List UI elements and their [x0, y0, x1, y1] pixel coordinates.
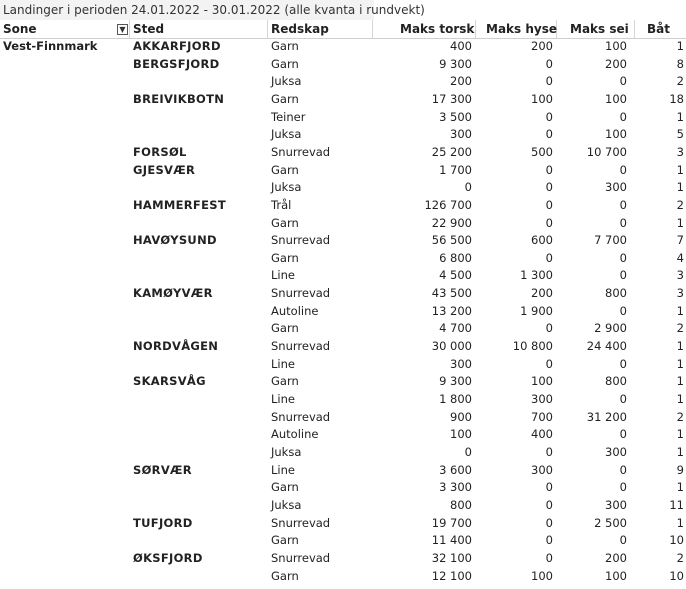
maks-sei-cell: 200 — [605, 550, 627, 565]
maks-sei-cell: 0 — [619, 268, 627, 283]
redskap-cell: Snurrevad — [271, 233, 331, 248]
maks-torsk-cell: 3 300 — [439, 480, 472, 495]
maks-sei-cell: 2 500 — [594, 515, 627, 530]
bat-cell: 2 — [676, 550, 684, 565]
header-sone[interactable]: Sone — [3, 22, 37, 36]
maks-torsk-cell: 9 300 — [439, 374, 472, 389]
maks-sei-cell: 0 — [619, 303, 627, 318]
bat-cell: 2 — [676, 409, 684, 424]
maks-sei-cell: 100 — [605, 568, 627, 583]
redskap-cell: Line — [271, 462, 295, 477]
sted-cell: TUFJORD — [133, 515, 193, 530]
maks-sei-cell: 0 — [619, 215, 627, 230]
maks-hyse-cell: 500 — [531, 144, 553, 159]
bat-cell: 7 — [676, 233, 684, 248]
maks-hyse-cell: 100 — [531, 91, 553, 106]
bat-cell: 1 — [676, 392, 684, 406]
maks-sei-cell: 31 200 — [586, 409, 627, 424]
maks-sei-cell: 0 — [619, 462, 627, 477]
maks-sei-cell: 0 — [619, 74, 627, 89]
maks-hyse-cell: 0 — [545, 250, 553, 265]
sted-cell: BREIVIKBOTN — [133, 91, 225, 106]
maks-sei-cell: 0 — [619, 392, 627, 406]
sted-cell: NORDVÅGEN — [133, 339, 219, 354]
sted-cell: AKKARFJORD — [133, 39, 221, 53]
maks-hyse-cell: 1 300 — [520, 268, 553, 283]
maks-torsk-cell: 0 — [464, 444, 472, 459]
maks-sei-cell: 7 700 — [594, 233, 627, 248]
maks-sei-cell: 300 — [605, 444, 627, 459]
maks-sei-cell: 200 — [605, 56, 627, 71]
redskap-cell: Garn — [271, 374, 299, 389]
maks-hyse-cell: 700 — [531, 409, 553, 424]
header-maks-torsk[interactable]: Maks torsk — [400, 22, 475, 36]
redskap-cell: Snurrevad — [271, 339, 331, 354]
sted-cell: SKARSVÅG — [133, 374, 206, 389]
redskap-cell: Juksa — [271, 497, 302, 512]
maks-torsk-cell: 19 700 — [431, 515, 472, 530]
sted-cell: ØKSFJORD — [133, 550, 203, 565]
maks-hyse-cell: 10 800 — [512, 339, 553, 354]
maks-hyse-cell: 0 — [545, 197, 553, 212]
maks-torsk-cell: 6 800 — [439, 250, 472, 265]
redskap-cell: Garn — [271, 480, 299, 495]
maks-sei-cell: 0 — [619, 162, 627, 177]
sted-cell: BERGSFJORD — [133, 56, 220, 71]
redskap-cell: Line — [271, 356, 295, 371]
redskap-cell: Snurrevad — [271, 286, 331, 301]
maks-torsk-cell: 300 — [450, 356, 472, 371]
column-divider — [267, 20, 268, 38]
maks-hyse-cell: 0 — [545, 356, 553, 371]
maks-torsk-cell: 25 200 — [431, 144, 472, 159]
landings-table — [0, 20, 686, 589]
maks-hyse-cell: 0 — [545, 550, 553, 565]
report-title: Landinger i perioden 24.01.2022 - 30.01.2022 (alle kvanta i rundvekt) — [3, 3, 425, 17]
column-divider — [372, 20, 373, 38]
maks-torsk-cell: 11 400 — [431, 533, 472, 548]
bat-cell: 2 — [676, 321, 684, 336]
bat-cell: 10 — [669, 568, 684, 583]
maks-sei-cell: 300 — [605, 497, 627, 512]
bat-cell: 1 — [676, 515, 684, 530]
maks-torsk-cell: 900 — [450, 409, 472, 424]
redskap-cell: Snurrevad — [271, 550, 331, 565]
maks-hyse-cell: 0 — [545, 215, 553, 230]
header-sted[interactable]: Sted — [133, 22, 165, 36]
header-maks-hyse[interactable]: Maks hyse — [486, 22, 557, 36]
header-maks-sei[interactable]: Maks sei — [570, 22, 629, 36]
maks-hyse-cell: 0 — [545, 74, 553, 89]
maks-sei-cell: 100 — [605, 39, 627, 53]
column-divider — [475, 20, 476, 38]
filter-icon[interactable]: ▼ — [117, 24, 128, 35]
bat-cell: 8 — [676, 56, 684, 71]
maks-hyse-cell: 0 — [545, 109, 553, 124]
bat-cell: 1 — [676, 162, 684, 177]
maks-torsk-cell: 126 700 — [424, 197, 472, 212]
maks-hyse-cell: 0 — [545, 180, 553, 195]
redskap-cell: Garn — [271, 250, 299, 265]
redskap-cell: Garn — [271, 91, 299, 106]
maks-torsk-cell: 3 500 — [439, 109, 472, 124]
bat-cell: 2 — [676, 197, 684, 212]
bat-cell: 1 — [676, 180, 684, 195]
sted-cell: SØRVÆR — [133, 462, 192, 477]
redskap-cell: Juksa — [271, 180, 302, 195]
maks-hyse-cell: 0 — [545, 321, 553, 336]
redskap-cell: Line — [271, 268, 295, 283]
maks-sei-cell: 2 900 — [594, 321, 627, 336]
bat-cell: 10 — [669, 533, 684, 548]
sted-cell: KAMØYVÆR — [133, 286, 213, 301]
maks-sei-cell: 0 — [619, 197, 627, 212]
redskap-cell: Garn — [271, 56, 299, 71]
maks-torsk-cell: 12 100 — [431, 568, 472, 583]
maks-torsk-cell: 22 900 — [431, 215, 472, 230]
sone-label: Vest-Finnmark — [3, 39, 98, 53]
maks-torsk-cell: 200 — [450, 74, 472, 89]
maks-hyse-cell: 0 — [545, 533, 553, 548]
bat-cell: 1 — [676, 303, 684, 318]
maks-torsk-cell: 3 600 — [439, 462, 472, 477]
sted-cell: FORSØL — [133, 144, 187, 159]
maks-sei-cell: 800 — [605, 286, 627, 301]
bat-cell: 1 — [676, 109, 684, 124]
maks-hyse-cell: 0 — [545, 162, 553, 177]
redskap-cell: Garn — [271, 39, 299, 53]
maks-hyse-cell: 600 — [531, 233, 553, 248]
maks-torsk-cell: 32 100 — [431, 550, 472, 565]
bat-cell: 5 — [676, 127, 684, 142]
maks-hyse-cell: 400 — [531, 427, 553, 442]
maks-torsk-cell: 300 — [450, 127, 472, 142]
bat-cell: 1 — [676, 374, 684, 389]
maks-torsk-cell: 9 300 — [439, 56, 472, 71]
bat-cell: 9 — [676, 462, 684, 477]
maks-sei-cell: 10 700 — [586, 144, 627, 159]
redskap-cell: Garn — [271, 162, 299, 177]
bat-cell: 4 — [676, 250, 684, 265]
redskap-cell: Garn — [271, 568, 299, 583]
redskap-cell: Autoline — [271, 427, 319, 442]
maks-hyse-cell: 0 — [545, 480, 553, 495]
maks-hyse-cell: 0 — [545, 444, 553, 459]
header-bat[interactable]: Båt — [647, 22, 670, 36]
sted-cell: GJESVÆR — [133, 162, 196, 177]
maks-hyse-cell: 300 — [531, 462, 553, 477]
column-divider — [634, 20, 635, 38]
maks-sei-cell: 0 — [619, 356, 627, 371]
maks-sei-cell: 0 — [619, 250, 627, 265]
maks-hyse-cell: 100 — [531, 374, 553, 389]
bat-cell: 1 — [676, 444, 684, 459]
maks-sei-cell: 300 — [605, 180, 627, 195]
redskap-cell: Snurrevad — [271, 409, 331, 424]
maks-hyse-cell: 200 — [531, 286, 553, 301]
maks-sei-cell: 100 — [605, 91, 627, 106]
maks-torsk-cell: 43 500 — [431, 286, 472, 301]
maks-hyse-cell: 0 — [545, 497, 553, 512]
maks-sei-cell: 100 — [605, 127, 627, 142]
maks-sei-cell: 800 — [605, 374, 627, 389]
bat-cell: 11 — [669, 497, 684, 512]
maks-hyse-cell: 100 — [531, 568, 553, 583]
bat-cell: 1 — [676, 480, 684, 495]
redskap-cell: Juksa — [271, 127, 302, 142]
bat-cell: 3 — [676, 144, 684, 159]
redskap-cell: Garn — [271, 533, 299, 548]
bat-cell: 1 — [676, 39, 684, 53]
bat-cell: 1 — [676, 356, 684, 371]
redskap-cell: Trål — [271, 197, 292, 212]
column-divider — [129, 20, 130, 38]
maks-torsk-cell: 4 700 — [439, 321, 472, 336]
maks-hyse-cell: 0 — [545, 515, 553, 530]
header-redskap[interactable]: Redskap — [271, 22, 329, 36]
bat-cell: 3 — [676, 286, 684, 301]
maks-hyse-cell: 0 — [545, 127, 553, 142]
redskap-cell: Snurrevad — [271, 515, 331, 530]
maks-sei-cell: 0 — [619, 427, 627, 442]
sted-cell: HAVØYSUND — [133, 233, 217, 248]
redskap-cell: Garn — [271, 215, 299, 230]
bat-cell: 1 — [676, 339, 684, 354]
maks-torsk-cell: 30 000 — [431, 339, 472, 354]
bat-cell: 18 — [669, 91, 684, 106]
maks-torsk-cell: 1 800 — [439, 392, 472, 406]
redskap-cell: Autoline — [271, 303, 319, 318]
bat-cell: 1 — [676, 427, 684, 442]
maks-sei-cell: 0 — [619, 533, 627, 548]
maks-sei-cell: 24 400 — [586, 339, 627, 354]
sted-cell: HAMMERFEST — [133, 197, 226, 212]
maks-torsk-cell: 100 — [450, 427, 472, 442]
maks-torsk-cell: 17 300 — [431, 91, 472, 106]
redskap-cell: Garn — [271, 321, 299, 336]
redskap-cell: Teiner — [271, 109, 306, 124]
maks-sei-cell: 0 — [619, 480, 627, 495]
maks-torsk-cell: 800 — [450, 497, 472, 512]
maks-hyse-cell: 0 — [545, 56, 553, 71]
maks-sei-cell: 0 — [619, 109, 627, 124]
redskap-cell: Juksa — [271, 74, 302, 89]
maks-torsk-cell: 4 500 — [439, 268, 472, 283]
bat-cell: 2 — [676, 74, 684, 89]
maks-hyse-cell: 1 900 — [520, 303, 553, 318]
maks-hyse-cell: 200 — [531, 39, 553, 53]
maks-torsk-cell: 56 500 — [431, 233, 472, 248]
bat-cell: 1 — [676, 215, 684, 230]
bat-cell: 3 — [676, 268, 684, 283]
maks-hyse-cell: 300 — [531, 392, 553, 406]
maks-torsk-cell: 400 — [450, 39, 472, 53]
redskap-cell: Snurrevad — [271, 144, 331, 159]
redskap-cell: Juksa — [271, 444, 302, 459]
redskap-cell: Line — [271, 392, 295, 406]
maks-torsk-cell: 13 200 — [431, 303, 472, 318]
maks-torsk-cell: 0 — [464, 180, 472, 195]
maks-torsk-cell: 1 700 — [439, 162, 472, 177]
